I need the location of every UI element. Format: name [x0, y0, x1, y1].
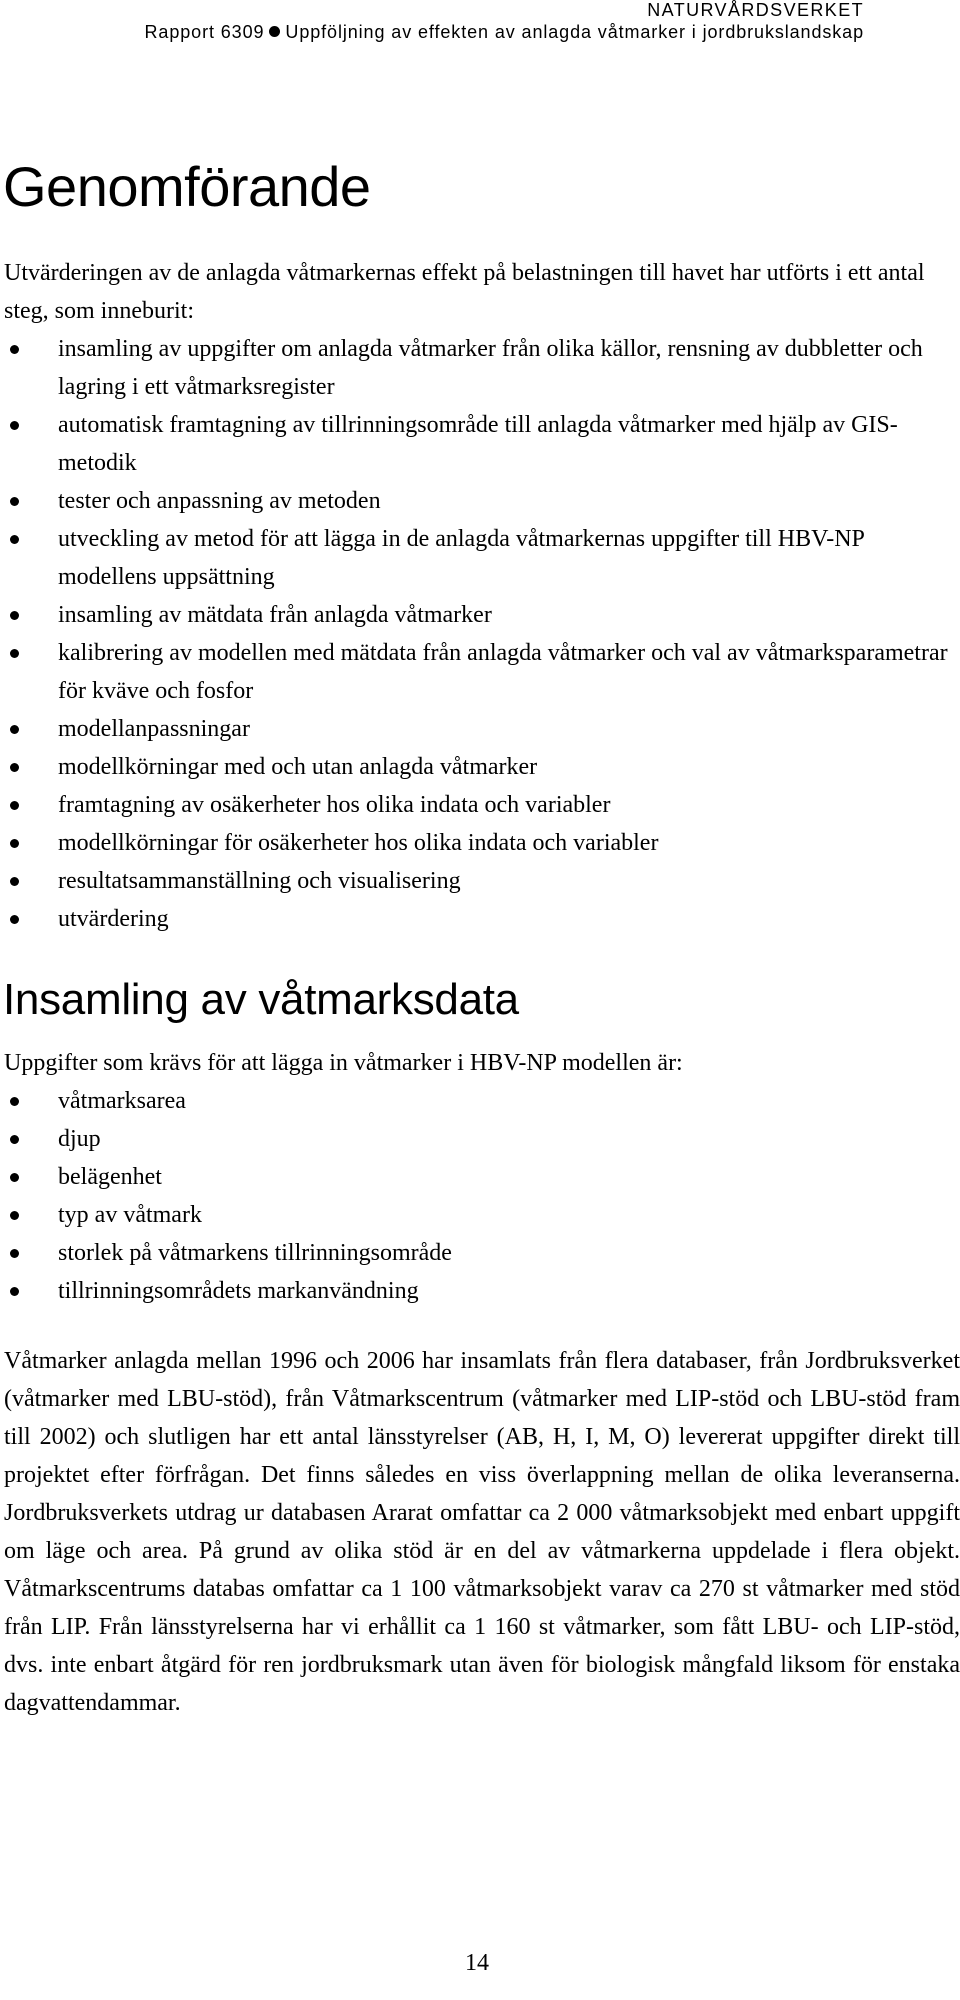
list-item: insamling av mätdata från anlagda våtmarker: [0, 596, 960, 634]
section-title-insamling: Insamling av våtmarksdata: [3, 974, 519, 1024]
list-item: utveckling av metod för att lägga in de anlagda våtmarkernas uppgifter till HBV-NP modellens uppsättning: [0, 520, 960, 596]
list-item: tester och anpassning av metoden: [0, 482, 960, 520]
list-item: automatisk framtagning av tillrinningsområde till anlagda våtmarker med hjälp av GIS-metodik: [0, 406, 960, 482]
page-number: 14: [465, 1950, 489, 1976]
list-item: insamling av uppgifter om anlagda våtmarker från olika källor, rensning av dubbletter och lagring i ett våtmarksregister: [0, 330, 960, 406]
section2-intro: Uppgifter som krävs för att lägga in våtmarker i HBV-NP modellen är:: [4, 1049, 683, 1076]
section1-intro: Utvärderingen av de anlagda våtmarkernas effekt på belastningen till havet har utförts i ett antal steg, som inneburit:: [4, 259, 925, 324]
header-report-title: Uppföljning av effekten av anlagda våtmarker i jordbrukslandskap: [285, 21, 864, 42]
bullet-dot-icon: [269, 26, 280, 37]
section2-list: [0, 1082, 960, 1310]
page-header: [145, 0, 864, 43]
section2-paragraph: Våtmarker anlagda mellan 1996 och 2006 har insamlats från flera databaser, från Jordbruksverket (våtmarker med LBU-stöd), från Våtmarkscentrum (våtmarker med LIP-stöd och LBU-stöd fram till 2002) och slutligen har ett antal länsstyrelser (AB, H, I, M, O) levererat uppgifter direkt till projektet efter förfrågan. Det finns således en viss överlappning mellan de olika leveranserna. Jordbruksverkets utdrag ur databasen Ararat omfattar ca 2 000 våtmarksobjekt med enbart uppgift om läge och area. På grund av olika stöd är en del av våtmarkerna uppdelade i flera objekt. Våtmarkscentrums databas omfattar ca 1 100 våtmarksobjekt varav ca 270 st våtmarker med stöd från LIP. Från länsstyrelserna har vi erhållit ca 1 160 st våtmarker, som fått LBU- och LIP-stöd, dvs. inte enbart åtgärd för ren jordbruksmark utan även för biologisk mångfald liksom för enstaka dagvattendammar.: [4, 1347, 960, 1716]
section1-list: [0, 330, 960, 938]
list-item: resultatsammanställning och visualisering: [0, 862, 960, 900]
section-title-genomforande: Genomförande: [3, 155, 371, 218]
list-item: tillrinningsområdets markanvändning: [0, 1272, 960, 1310]
list-item: utvärdering: [0, 900, 960, 938]
list-item: typ av våtmark: [0, 1196, 960, 1234]
list-item: våtmarksarea: [0, 1082, 960, 1120]
list-item: modellanpassningar: [0, 710, 960, 748]
page-content: [0, 156, 960, 1722]
list-item: framtagning av osäkerheter hos olika indata och variabler: [0, 786, 960, 824]
header-org: NATURVÅRDSVERKET: [647, 0, 864, 20]
list-item: djup: [0, 1120, 960, 1158]
list-item: modellkörningar för osäkerheter hos olika indata och variabler: [0, 824, 960, 862]
header-report: [145, 22, 864, 44]
list-item: storlek på våtmarkens tillrinningsområde: [0, 1234, 960, 1272]
list-item: modellkörningar med och utan anlagda våtmarker: [0, 748, 960, 786]
header-report-number: Rapport 6309: [144, 21, 265, 42]
list-item: kalibrering av modellen med mätdata från anlagda våtmarker och val av våtmarksparametrar för kväve och fosfor: [0, 634, 960, 710]
list-item: belägenhet: [0, 1158, 960, 1196]
